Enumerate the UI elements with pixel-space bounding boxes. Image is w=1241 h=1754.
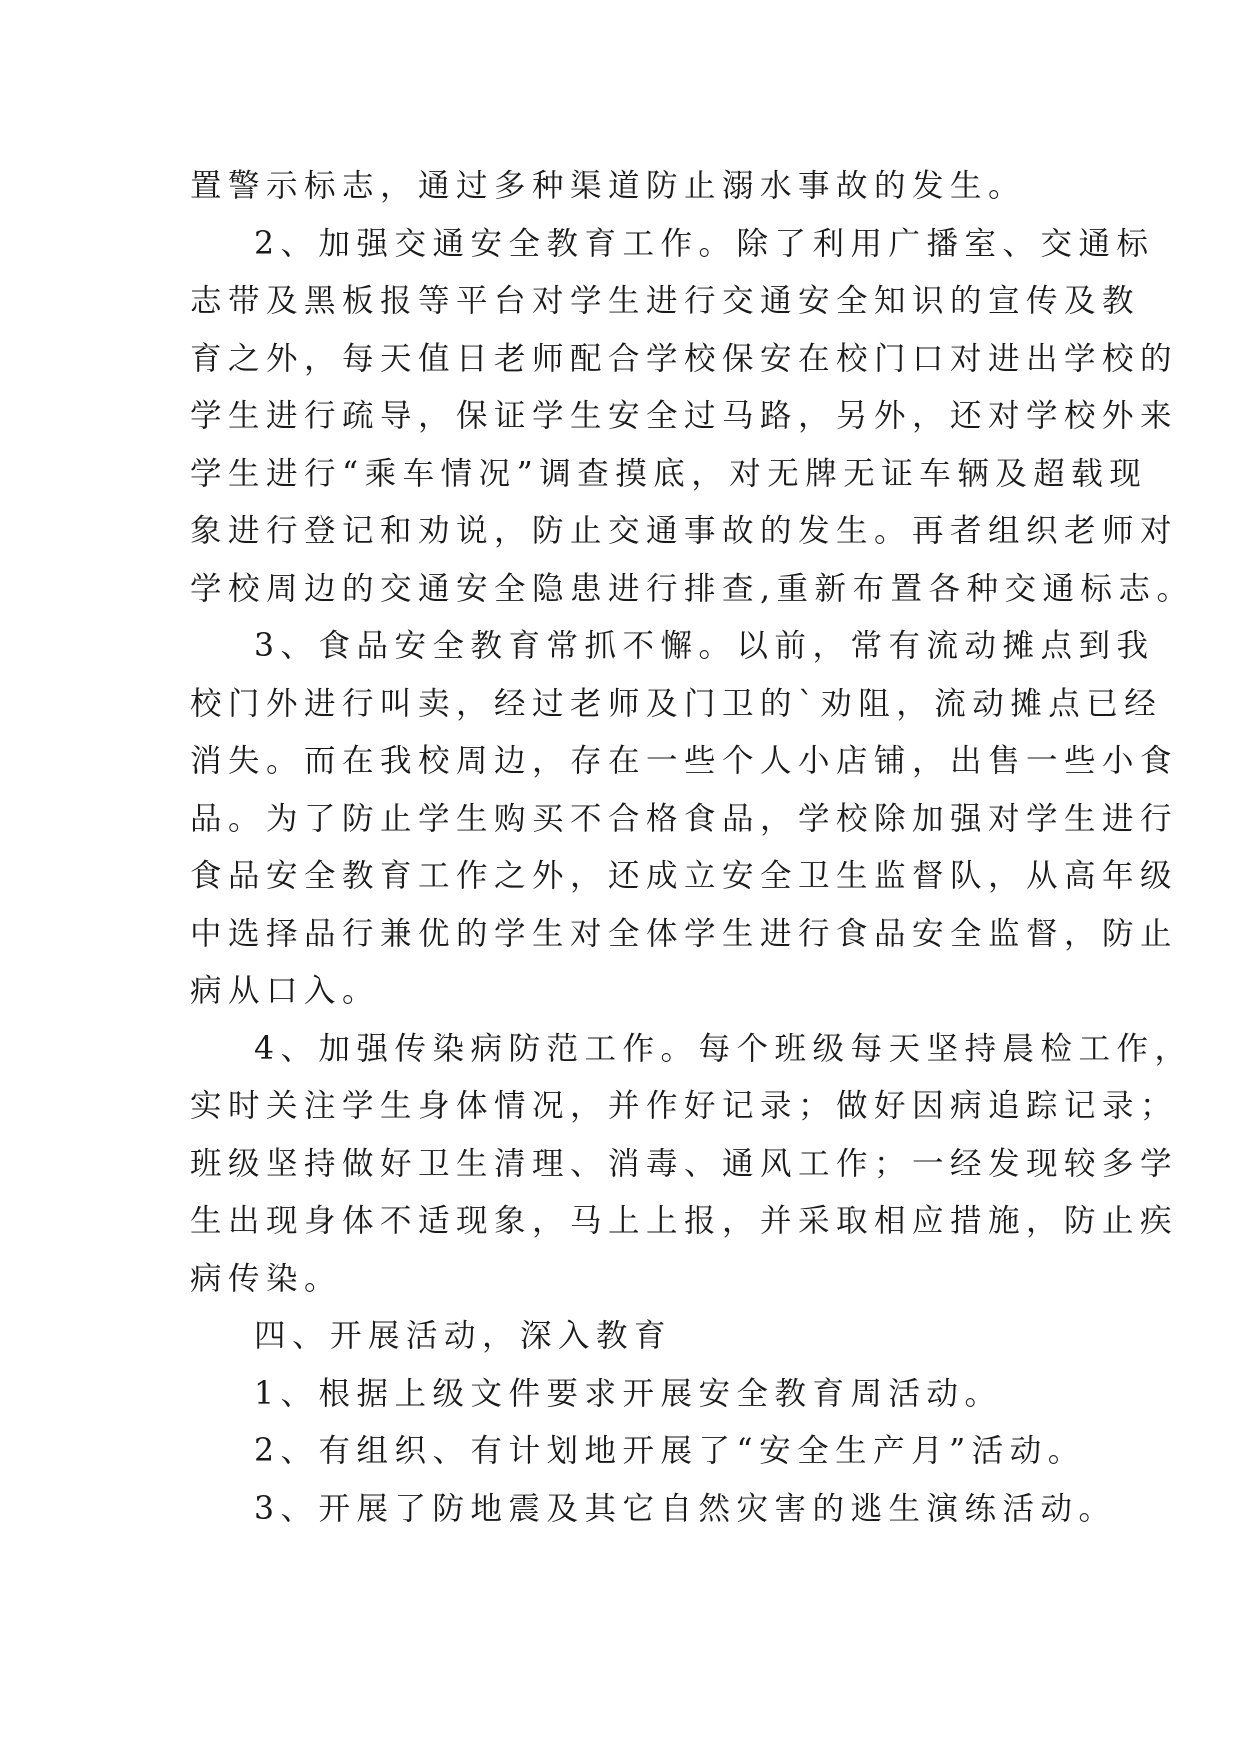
- document-body: [190, 158, 1195, 1538]
- text-line: 班级坚持做好卫生清理、消毒、通风工作；一经发现较多学: [190, 1145, 1179, 1182]
- text-line: 病从口入。: [190, 973, 381, 1009]
- text-line: 志带及黑板报等平台对学生进行交通安全知识的宣传及教: [190, 283, 1141, 319]
- text-line: 2、加强交通安全教育工作。除了利用广播室、交通标: [254, 225, 1155, 262]
- text-line: 生出现身体不适现象，马上上报，并采取相应措施，防止疾: [190, 1203, 1179, 1239]
- text-line: 4、加强传染病防范工作。每个班级每天坚持晨检工作，: [254, 1030, 1193, 1067]
- section-heading: 四、开展活动，深入教育: [254, 1318, 673, 1354]
- text-line: 学校周边的交通安全隐患进行排查,重新布置各种交通标志。: [190, 570, 1195, 607]
- text-line: 2、有组织、有计划地开展了“安全生产月”活动。: [254, 1433, 1086, 1469]
- text-line: 3、开展了防地震及其它自然灾害的逃生演练活动。: [254, 1490, 1117, 1527]
- text-line: 学生进行“乘车情况”调查摸底，对无牌无证车辆及超载现: [190, 455, 1148, 492]
- text-line: 校门外进行叫卖，经过老师及门卫的`劝阻，流动摊点已经: [190, 685, 1163, 722]
- text-line: 实时关注学生身体情况，并作好记录；做好因病追踪记录；: [190, 1088, 1179, 1124]
- text-line: 食品安全教育工作之外，还成立安全卫生监督队，从高年级: [190, 858, 1179, 894]
- text-line: 3、食品安全教育常抓不懈。以前，常有流动摊点到我: [254, 628, 1155, 664]
- text-line: 消失。而在我校周边，存在一些个人小店铺，出售一些小食: [190, 743, 1179, 779]
- text-line: 品。为了防止学生购买不合格食品，学校除加强对学生进行: [190, 800, 1179, 837]
- text-line: 象进行登记和劝说，防止交通事故的发生。再者组织老师对: [190, 513, 1179, 549]
- text-line: 学生进行疏导，保证学生安全过马路，另外，还对学校外来: [190, 398, 1179, 434]
- text-line: 病传染。: [190, 1260, 343, 1297]
- text-line: 1、根据上级文件要求开展安全教育周活动。: [254, 1375, 1003, 1412]
- text-line: 置警示标志，通过多种渠道防止溺水事故的发生。: [190, 168, 1027, 204]
- text-line: 育之外，每天值日老师配合学校保安在校门口对进出学校的: [190, 340, 1179, 377]
- text-line: 中选择品行兼优的学生对全体学生进行食品安全监督，防止: [190, 915, 1179, 952]
